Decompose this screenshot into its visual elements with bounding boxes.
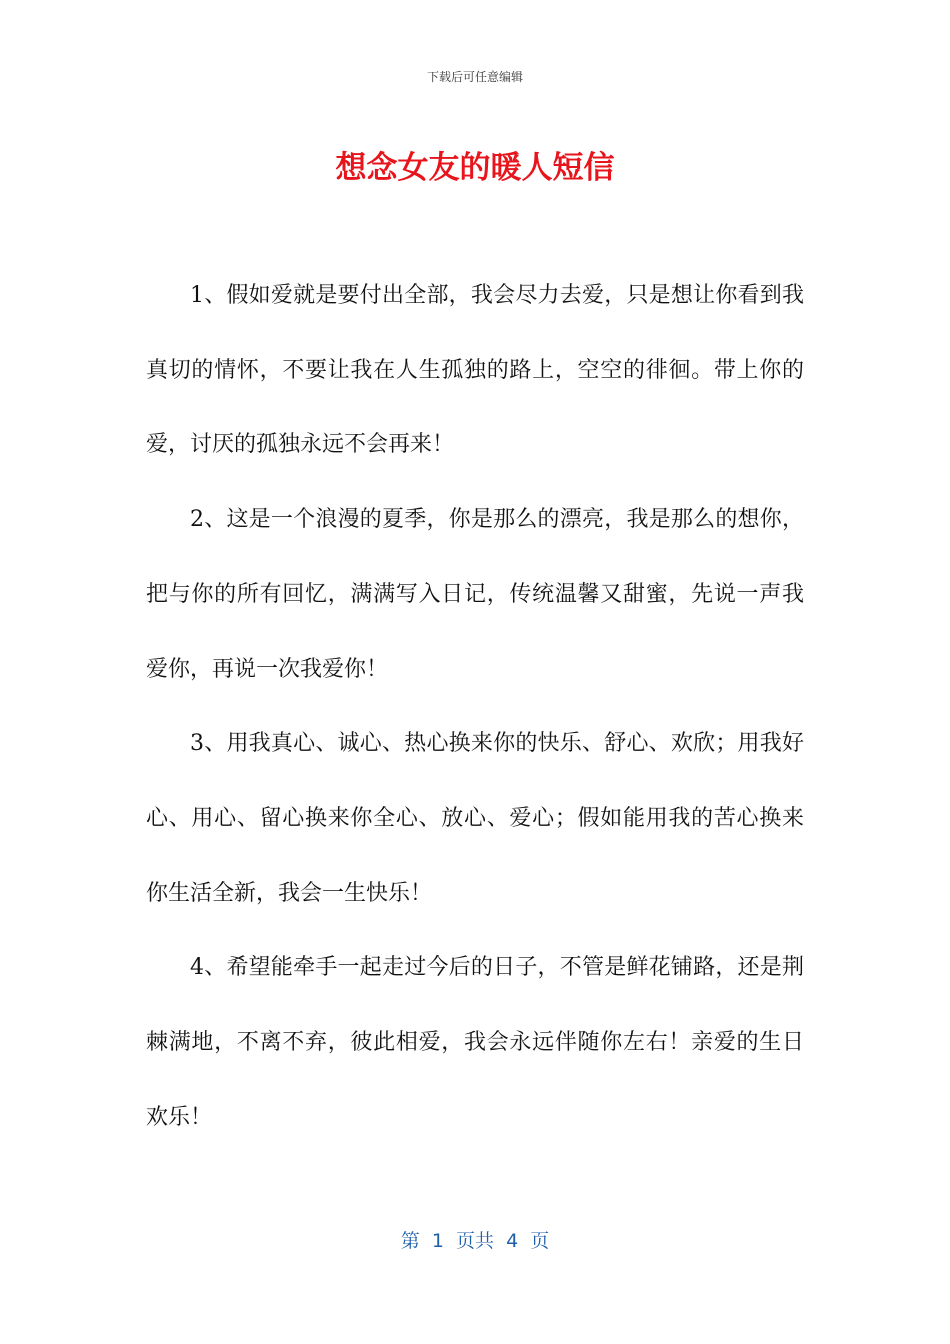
paragraph-2: 2、这是一个浪漫的夏季，你是那么的漂亮，我是那么的想你，把与你的所有回忆，满满写入日记，传统温馨又甜蜜，先说一声我爱你，再说一次我爱你！ bbox=[146, 507, 804, 682]
header-note: 下载后可任意编辑 bbox=[426, 70, 523, 84]
document-title: 想念女友的暖人短信 bbox=[335, 150, 615, 186]
paragraph-1: 1、假如爱就是要付出全部，我会尽力去爱，只是想让你看到我真切的情怀，不要让我在人生孤独的路上，空空的徘徊。带上你的爱，讨厌的孤独永远不会再来！ bbox=[146, 283, 804, 458]
paragraph-3: 3、用我真心、诚心、热心换来你的快乐、舒心、欢欣；用我好心、用心、留心换来你全心、放心、爱心；假如能用我的苦心换来你生活全新，我会一生快乐！ bbox=[146, 731, 804, 906]
page-number-footer: 第 1 页共 4 页 bbox=[400, 1230, 550, 1252]
paragraph-4: 4、希望能牵手一起走过今后的日子，不管是鲜花铺路，还是荆棘满地，不离不弃，彼此相爱，我会永远伴随你左右！亲爱的生日欢乐！ bbox=[146, 955, 804, 1130]
document-body bbox=[146, 259, 804, 1155]
